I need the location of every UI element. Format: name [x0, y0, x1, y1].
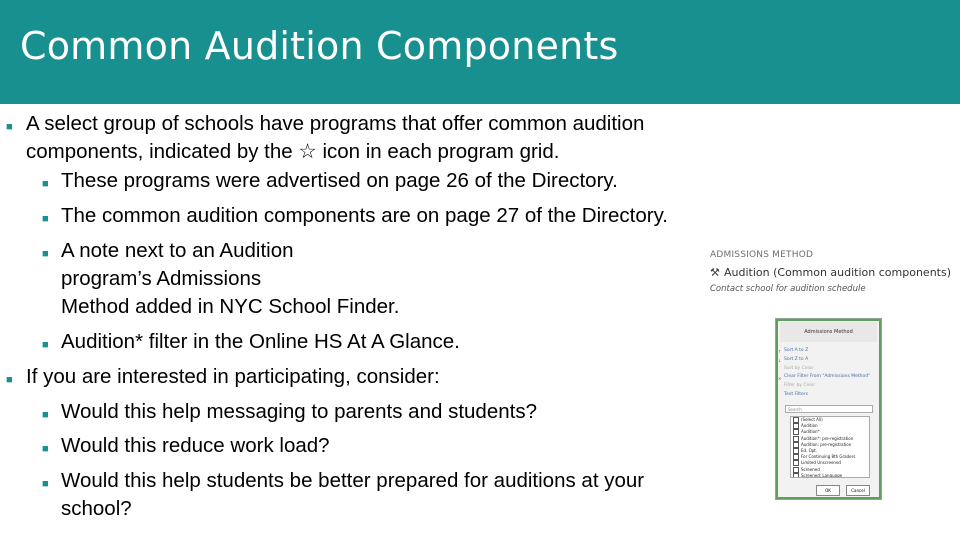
filter-option-label: Audition*: pre-registration	[801, 435, 854, 441]
filter-option-label: Audition: pre-registration	[801, 441, 852, 447]
admissions-method-heading: ADMISSIONS METHOD	[710, 250, 814, 260]
ok-button[interactable]: OK	[816, 485, 840, 496]
bullet-line: Audition* filter in the Online HS At A Glance.	[61, 330, 460, 353]
bullet-item	[42, 328, 460, 356]
bullet-line: A select group of schools have programs that offer common audition	[26, 112, 645, 135]
bullet-item	[42, 398, 537, 426]
bullet-square-icon: ■	[42, 478, 49, 490]
bullet-item	[42, 167, 618, 195]
bullet-item	[42, 237, 399, 321]
checkbox-icon[interactable]	[793, 436, 799, 442]
bullet-line: These programs were advertised on page 26 of the Directory.	[61, 169, 618, 192]
filter-menu-item[interactable]: Text Filters	[784, 391, 809, 397]
bullet-square-icon: ■	[42, 178, 49, 190]
bullet-line: program’s Admissions	[61, 267, 262, 290]
admissions-method-value: Audition (Common audition components)	[724, 266, 952, 279]
bullet-square-icon: ■	[42, 213, 49, 225]
checkbox-icon[interactable]	[793, 448, 799, 454]
checkbox-icon[interactable]	[793, 423, 799, 429]
filter-menu-item[interactable]: Sort by Color	[784, 365, 814, 371]
slide-title: Common Audition Components	[20, 24, 619, 68]
bullet-square-icon: ■	[42, 248, 49, 260]
filter-option-label: Limited Unscreened	[801, 460, 841, 466]
tools-icon: ⚒	[710, 266, 720, 279]
filter-menu-item[interactable]: Clear Filter From "Admissions Method"	[784, 374, 871, 380]
filter-dialog-screenshot	[775, 318, 882, 500]
bullet-line: Would this help messaging to parents and students?	[61, 400, 537, 423]
filter-option-label: For Continuing 8th Graders	[801, 454, 856, 460]
bullet-square-icon: ■	[6, 121, 13, 133]
filter-option-label: (Select All)	[801, 417, 823, 422]
bullet-line: If you are interested in participating, consider:	[26, 365, 440, 388]
checkbox-icon[interactable]	[793, 460, 799, 466]
checkbox-icon[interactable]	[793, 417, 799, 423]
bullet-item	[42, 432, 330, 460]
filter-menu-item[interactable]: Sort Z to A	[784, 356, 809, 362]
filter-menu-item[interactable]: Sort A to Z	[784, 348, 809, 353]
filter-dialog-header: Admissions Method	[780, 322, 877, 342]
checkbox-icon[interactable]	[793, 454, 799, 460]
cancel-button[interactable]: Cancel	[846, 485, 870, 496]
bullet-item	[42, 467, 644, 523]
filter-option-label: Screened: Language	[801, 472, 843, 478]
bullet-item	[42, 202, 668, 230]
bullet-line: Would this reduce work load?	[61, 434, 330, 457]
checkbox-icon[interactable]	[793, 429, 799, 435]
bullet-line: Would this help students be better prepared for auditions at your	[61, 469, 645, 492]
bullet-square-icon: ■	[42, 339, 49, 351]
filter-option-label: Ed. Opt.	[801, 448, 818, 454]
checkbox-icon[interactable]	[793, 442, 799, 448]
bullet-line: Method added in NYC School Finder.	[61, 295, 400, 318]
bullet-line: school?	[61, 497, 132, 520]
checkbox-icon[interactable]	[793, 467, 799, 473]
bullet-item	[6, 110, 644, 166]
filter-menu-item[interactable]: Filter by Color	[784, 383, 816, 389]
bullet-square-icon: ■	[42, 409, 49, 421]
filter-option[interactable]	[793, 473, 869, 478]
bullet-item	[6, 363, 440, 391]
filter-option-label: Audition	[801, 423, 818, 429]
filter-menu	[784, 347, 870, 400]
admissions-method-row	[710, 266, 951, 279]
filter-search-input[interactable]: Search	[785, 405, 873, 413]
filter-option-label: Audition*	[801, 429, 820, 435]
title-bar	[0, 0, 960, 104]
bullet-square-icon: ■	[6, 374, 13, 386]
bullet-line: The common audition components are on page 27 of the Directory.	[61, 204, 668, 227]
admissions-method-snippet	[707, 246, 952, 306]
filter-option-label: Screened	[801, 466, 820, 472]
bullet-line: A note next to an Audition	[61, 239, 294, 262]
bullet-line: components, indicated by the ☆ icon in each program grid.	[26, 140, 560, 163]
filter-menu-icons: ↑ ↓ ✕	[778, 349, 782, 381]
bullet-square-icon: ■	[42, 443, 49, 455]
filter-options-list	[790, 416, 870, 478]
admissions-method-note: Contact school for audition schedule	[710, 284, 866, 294]
checkbox-icon[interactable]	[793, 473, 799, 478]
